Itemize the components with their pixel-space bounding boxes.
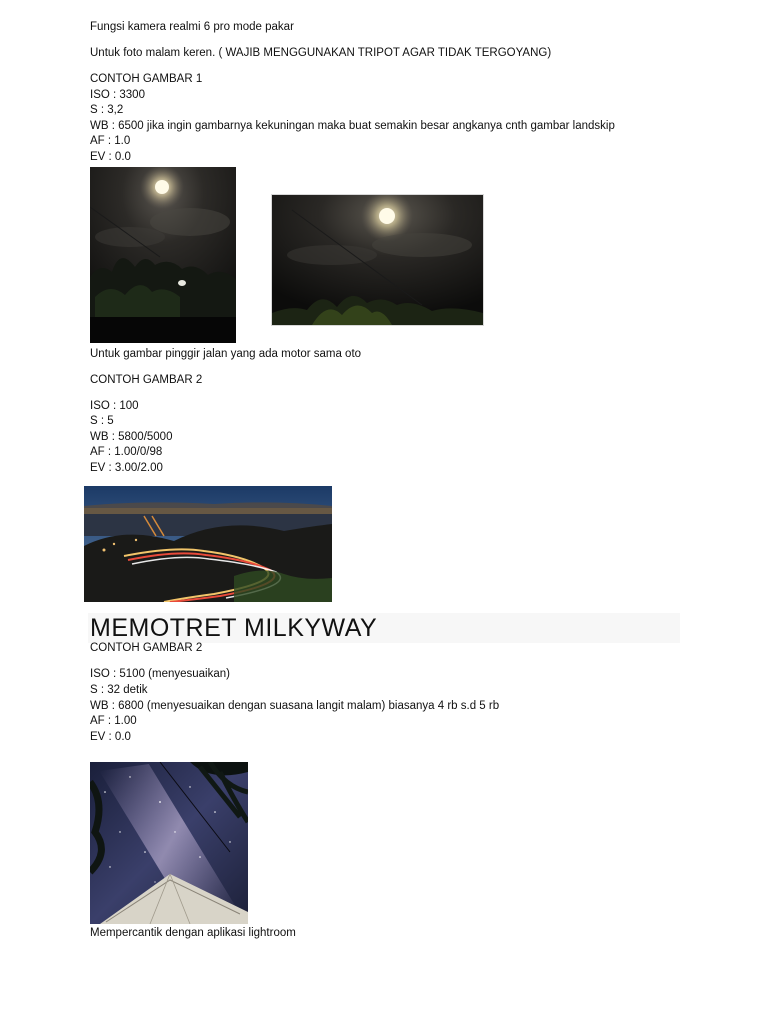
moon-photo-1 bbox=[90, 167, 236, 343]
milkyway-photo bbox=[90, 762, 248, 924]
footer-text: Mempercantik dengan aplikasi lightroom bbox=[90, 927, 296, 939]
section2-shutter: S : 5 bbox=[90, 415, 114, 427]
milkyway-heading: MEMOTRET MILKYWAY bbox=[90, 614, 378, 642]
section1-label: CONTOH GAMBAR 1 bbox=[90, 73, 203, 85]
section2-wb: WB : 5800/5000 bbox=[90, 431, 173, 443]
doc-title: Fungsi kamera realmi 6 pro mode pakar bbox=[90, 21, 294, 33]
section1-shutter: S : 3,2 bbox=[90, 104, 124, 116]
section2-iso: ISO : 100 bbox=[90, 400, 139, 412]
section1-wb: WB : 6500 jika ingin gambarnya kekuningan maka buat semakin besar angkanya cnth gambar landskip bbox=[90, 120, 615, 132]
section2-label: CONTOH GAMBAR 2 bbox=[90, 374, 203, 386]
intro-text: Untuk foto malam keren. ( WAJIB MENGGUNAKAN TRIPOT AGAR TIDAK TERGOYANG) bbox=[90, 47, 552, 59]
section3-iso: ISO : 5100 (menyesuaikan) bbox=[90, 668, 230, 680]
section3-shutter: S : 32 detik bbox=[90, 684, 148, 696]
section3-label: CONTOH GAMBAR 2 bbox=[90, 642, 203, 654]
road-night-photo bbox=[84, 486, 332, 602]
moon-photo-2 bbox=[271, 194, 484, 326]
section1-ev: EV : 0.0 bbox=[90, 151, 131, 163]
moon-photo-2-graphic bbox=[272, 195, 483, 325]
section3-af: AF : 1.00 bbox=[90, 715, 137, 727]
moon-photo-1-graphic bbox=[90, 167, 236, 343]
section3-ev: EV : 0.0 bbox=[90, 731, 131, 743]
section1-iso: ISO : 3300 bbox=[90, 89, 145, 101]
caption1: Untuk gambar pinggir jalan yang ada motor sama oto bbox=[90, 348, 362, 360]
milkyway-photo-graphic bbox=[90, 762, 248, 924]
section2-ev: EV : 3.00/2.00 bbox=[90, 462, 163, 474]
road-night-photo-graphic bbox=[84, 486, 332, 602]
section2-af: AF : 1.00/0/98 bbox=[90, 446, 163, 458]
section3-wb: WB : 6800 (menyesuaikan dengan suasana langit malam) biasanya 4 rb s.d 5 rb bbox=[90, 700, 500, 712]
section1-af: AF : 1.0 bbox=[90, 135, 131, 147]
